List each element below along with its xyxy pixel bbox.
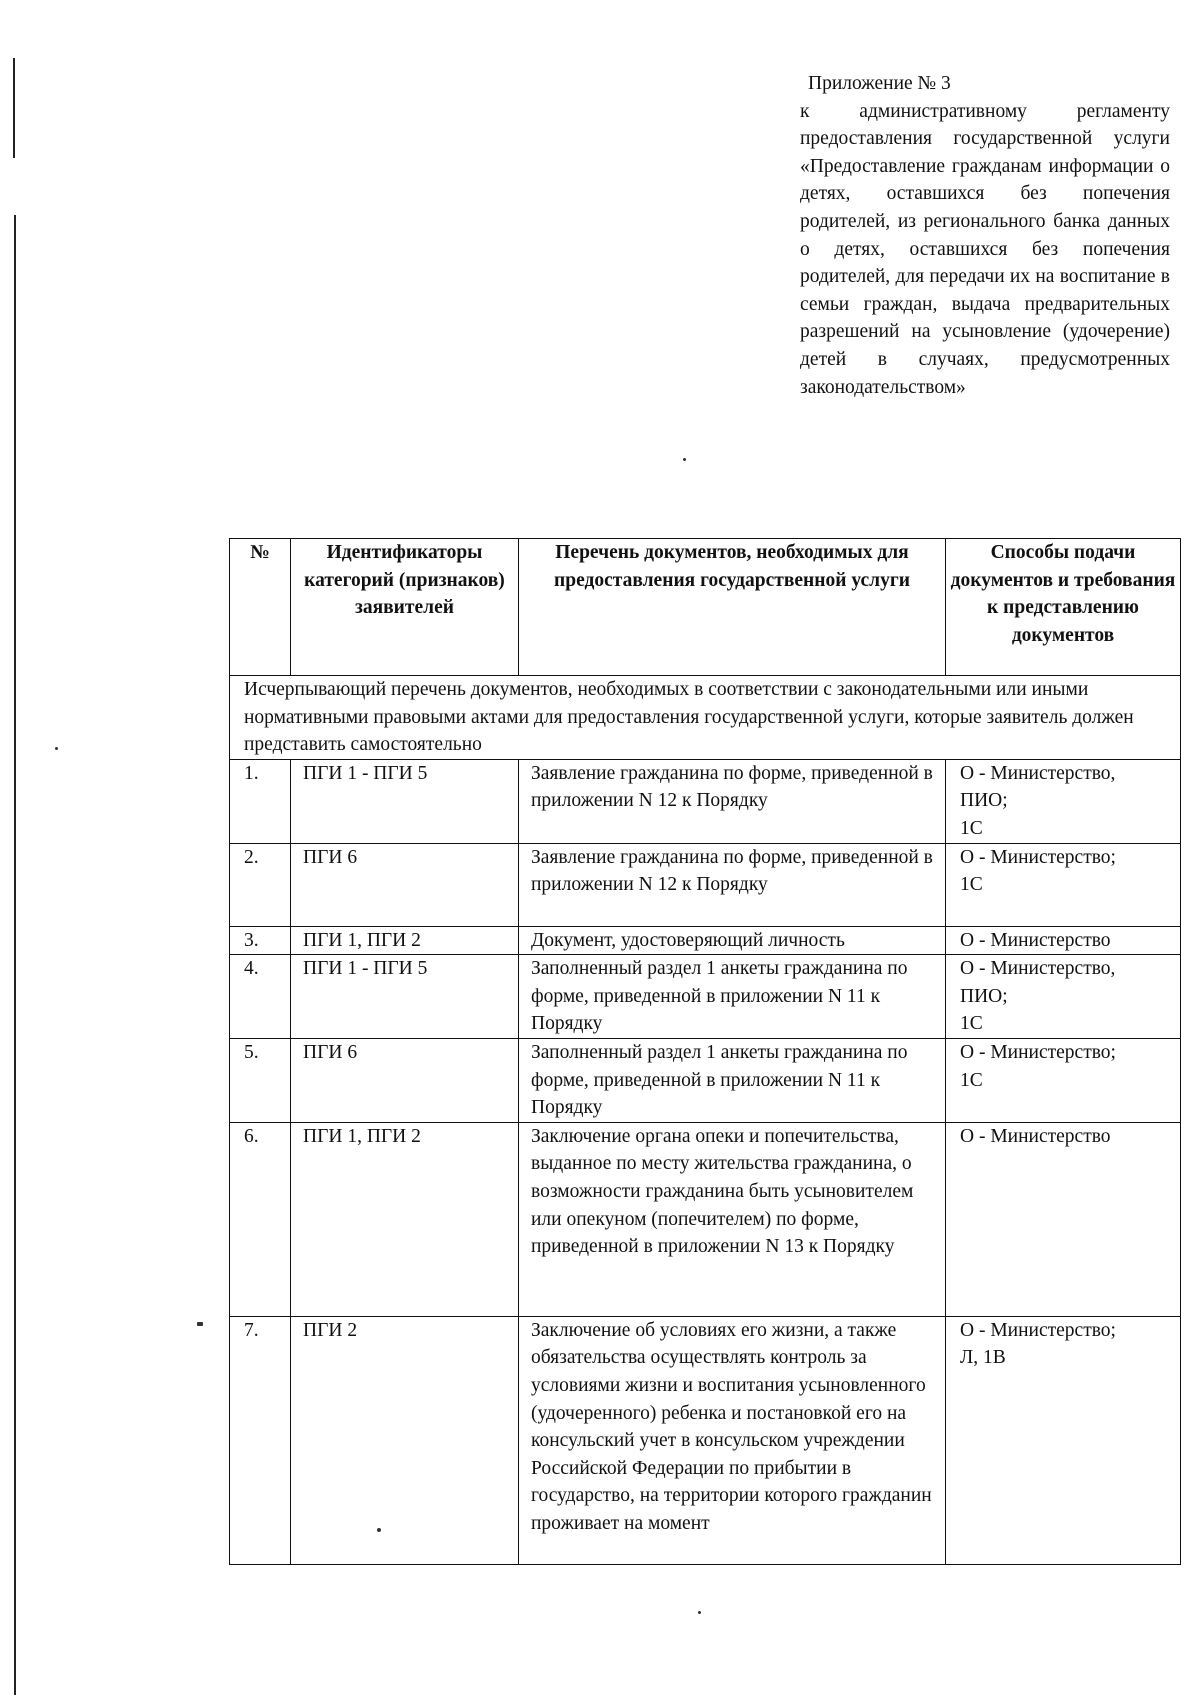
row-document: Заявление гражданина по форме, приведенной в приложении N 12 к Порядку	[519, 843, 946, 926]
table-row	[230, 1122, 1181, 1316]
row-categories: ПГИ 1, ПГИ 2	[291, 926, 519, 955]
appendix-number: Приложение № 3	[808, 73, 951, 94]
row-methods	[946, 759, 1181, 843]
table-row	[230, 1038, 1181, 1122]
row-number: 7.	[230, 1316, 291, 1564]
row-number: 3.	[230, 926, 291, 955]
method-line: 1С	[960, 817, 983, 839]
scan-speck	[197, 1322, 203, 1326]
method-line: ПИО;	[960, 985, 1008, 1007]
appendix-text: к административному регламенту предоставления государственной услуги «Предоставление гражданам информации о детях, оставшихся без попечения родителей, из регионального банка данных о детях, оставшихся без попечения родителей, для передачи их на воспитание в семьи граждан, выдача предварительных разрешений на усыновление (удочерение) детей в случаях, предусмотренных законодательством»	[800, 100, 1170, 398]
method-line: Л, 1В	[960, 1347, 1006, 1369]
documents-table	[229, 538, 1181, 1565]
scan-margin-line	[13, 58, 15, 158]
table-row	[230, 1316, 1181, 1564]
section-title: Исчерпывающий перечень документов, необходимых в соответствии с законодательными или иными нормативными правовыми актами для предоставления государственной услуги, которые заявитель должен представить самостоятельно	[230, 676, 1181, 760]
method-line: О - Министерство	[960, 929, 1111, 951]
row-categories: ПГИ 1 - ПГИ 5	[291, 955, 519, 1039]
scan-speck	[698, 1611, 701, 1614]
method-line: О - Министерство	[960, 1125, 1111, 1147]
scan-speck	[683, 458, 686, 461]
row-number: 4.	[230, 955, 291, 1039]
method-line: О - Министерство,	[960, 958, 1116, 980]
row-methods	[946, 926, 1181, 955]
method-line: 1С	[960, 874, 983, 896]
header-categories: Идентификаторы категорий (признаков) заявителей	[291, 539, 519, 676]
row-categories: ПГИ 6	[291, 843, 519, 926]
header-documents: Перечень документов, необходимых для предоставления государственной услуги	[519, 539, 946, 676]
appendix-block	[800, 70, 1170, 401]
table-row	[230, 955, 1181, 1039]
row-document: Заключение органа опеки и попечительства, выданное по месту жительства гражданина, о возможности гражданина быть усыновителем или опекуном (попечителем) по форме, приведенной в приложении N 13 к Порядку	[519, 1122, 946, 1316]
row-number: 1.	[230, 759, 291, 843]
row-categories: ПГИ 2	[291, 1316, 519, 1564]
row-document: Заявление гражданина по форме, приведенной в приложении N 12 к Порядку	[519, 759, 946, 843]
row-categories: ПГИ 1, ПГИ 2	[291, 1122, 519, 1316]
table-row	[230, 926, 1181, 955]
row-methods	[946, 1316, 1181, 1564]
row-number: 6.	[230, 1122, 291, 1316]
method-line: 1С	[960, 1069, 983, 1091]
row-categories: ПГИ 1 - ПГИ 5	[291, 759, 519, 843]
method-line: О - Министерство,	[960, 762, 1116, 784]
table-row	[230, 759, 1181, 843]
row-document: Заполненный раздел 1 анкеты гражданина по форме, приведенной в приложении N 11 к Порядку	[519, 1038, 946, 1122]
row-methods	[946, 1038, 1181, 1122]
method-line: О - Министерство;	[960, 1041, 1116, 1063]
row-document: Документ, удостоверяющий личность	[519, 926, 946, 955]
scan-margin-line	[14, 215, 16, 1695]
row-number: 5.	[230, 1038, 291, 1122]
section-row	[230, 676, 1181, 760]
scan-speck	[55, 747, 58, 750]
header-number: №	[230, 539, 291, 676]
row-number: 2.	[230, 843, 291, 926]
row-methods	[946, 843, 1181, 926]
row-document: Заключение об условиях его жизни, а также обязательства осуществлять контроль за условиями жизни и воспитания усыновленного (удочеренного) ребенка и постановкой его на консульский учет в консульском учреждении Российской Федерации по прибытии в государство, на территории которого гражданин проживает на момент	[519, 1316, 946, 1564]
method-line: О - Министерство;	[960, 846, 1116, 868]
header-methods: Способы подачи документов и требования к представлению документов	[946, 539, 1181, 676]
method-line: ПИО;	[960, 790, 1008, 812]
row-document: Заполненный раздел 1 анкеты гражданина по форме, приведенной в приложении N 11 к Порядку	[519, 955, 946, 1039]
row-methods	[946, 955, 1181, 1039]
table-header-row	[230, 539, 1181, 676]
method-line: О - Министерство;	[960, 1319, 1116, 1341]
row-categories: ПГИ 6	[291, 1038, 519, 1122]
table-row	[230, 843, 1181, 926]
method-line: 1С	[960, 1013, 983, 1035]
row-methods	[946, 1122, 1181, 1316]
